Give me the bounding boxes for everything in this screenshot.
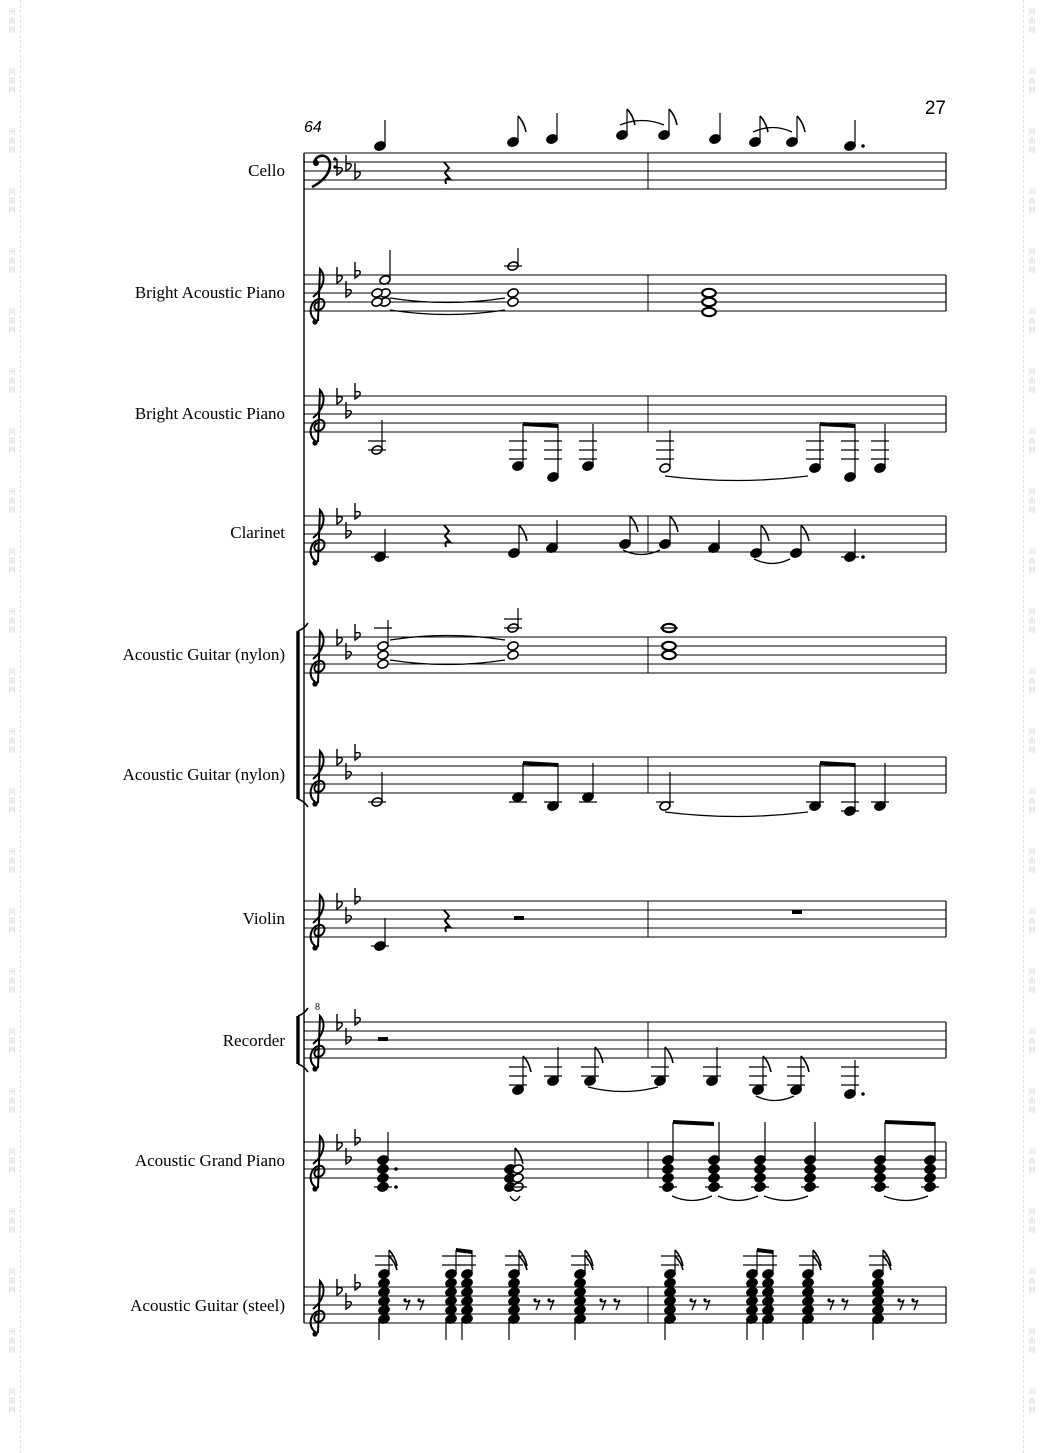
flat-icon [346, 522, 351, 538]
watermark-glyph: 河 曲 网 [8, 68, 16, 94]
treble-clef-icon [311, 631, 325, 683]
tie [756, 1096, 794, 1101]
notehead [844, 472, 856, 483]
notehead [582, 461, 594, 472]
watermark-glyph: 河 曲 网 [8, 1328, 16, 1354]
notehead [584, 1076, 596, 1087]
flat-icon [355, 1274, 360, 1290]
notehead [924, 1173, 936, 1184]
watermark-glyph: 河 曲 网 [8, 1028, 16, 1054]
notehead [664, 1269, 676, 1280]
augmentation-dot [861, 555, 865, 559]
notehead [659, 539, 671, 550]
notehead [750, 548, 762, 559]
rest-dot [841, 1298, 844, 1301]
watermark-glyph: 河 曲 网 [8, 428, 16, 454]
watermark-glyph: 河 曲 网 [1028, 428, 1036, 454]
flag [801, 525, 809, 541]
notehead [547, 472, 559, 483]
treble-clef-icon [311, 1281, 325, 1333]
rest-dot [911, 1298, 914, 1301]
flat-icon [337, 159, 342, 175]
treble-clef-icon [311, 1136, 325, 1188]
notehead [804, 1173, 816, 1184]
notehead [654, 1076, 666, 1087]
watermark-glyph: 河 曲 网 [1028, 908, 1036, 934]
tie [718, 1196, 758, 1201]
watermark-glyph: 河 曲 网 [1028, 608, 1036, 634]
rest-dot [827, 1298, 830, 1301]
watermark-glyph: 河 曲 网 [8, 1388, 16, 1414]
notehead [461, 1269, 473, 1280]
notehead [512, 461, 524, 472]
whole-note [702, 308, 716, 316]
whole-note [702, 289, 716, 297]
notehead [377, 1173, 389, 1184]
tie [753, 128, 792, 133]
watermark-glyph: 河 曲 网 [1028, 308, 1036, 334]
watermark-glyph: 河 曲 网 [8, 788, 16, 814]
notehead [790, 548, 802, 559]
notehead [872, 1269, 884, 1280]
flat-icon [355, 1009, 360, 1025]
notehead [809, 463, 821, 474]
whole-rest [792, 910, 802, 914]
whole-note [662, 642, 676, 650]
treble-clef-icon [311, 269, 325, 321]
flag [519, 525, 527, 541]
tie [764, 1196, 808, 1201]
notehead [874, 1164, 886, 1175]
notehead [377, 641, 389, 652]
notehead [754, 1155, 766, 1166]
instrument-label-bright-piano-2: Bright Acoustic Piano [134, 404, 285, 423]
treble-clef-icon [311, 1016, 325, 1068]
notehead [662, 1155, 674, 1166]
notehead [574, 1269, 586, 1280]
notehead [508, 1269, 520, 1280]
flat-icon [346, 402, 351, 418]
watermark-glyph: 河 曲 网 [1028, 728, 1036, 754]
watermark-glyph: 河 曲 网 [1028, 788, 1036, 814]
treble-clef-icon [312, 681, 317, 686]
bass-clef-icon [333, 165, 336, 168]
notehead [804, 1164, 816, 1175]
watermark-glyph: 河 曲 网 [1028, 668, 1036, 694]
flag [515, 1148, 523, 1164]
flat-icon [355, 262, 360, 278]
treble-clef-icon [312, 440, 317, 445]
notehead [790, 1085, 802, 1096]
notehead [377, 1164, 389, 1175]
watermark-glyph: 河 曲 网 [8, 968, 16, 994]
notehead [619, 539, 631, 550]
flag [630, 516, 638, 532]
treble-clef-icon [311, 510, 325, 562]
tie [665, 812, 808, 817]
rest-dot [547, 1298, 550, 1301]
quarter-rest [444, 525, 450, 547]
notehead [844, 1089, 856, 1100]
treble-clef-icon [312, 560, 317, 565]
instrument-label-violin: Violin [242, 909, 285, 928]
notehead [445, 1269, 457, 1280]
notehead [507, 641, 519, 652]
rest-dot [403, 1298, 406, 1301]
flag [669, 109, 677, 125]
instrument-label-bright-piano-1: Bright Acoustic Piano [134, 283, 285, 302]
watermark-glyph: 河 曲 网 [1028, 548, 1036, 574]
treble-clef-icon [312, 945, 317, 950]
watermark-glyph: 河 曲 网 [8, 248, 16, 274]
treble-clef-icon [312, 319, 317, 324]
notehead [616, 130, 628, 141]
rest-dot [689, 1298, 692, 1301]
watermark-glyph: 河 曲 网 [1028, 68, 1036, 94]
notehead [874, 1173, 886, 1184]
watermark-glyph: 河 曲 网 [8, 1088, 16, 1114]
beam [885, 1120, 935, 1126]
augmentation-dot [861, 144, 865, 148]
beam [673, 1120, 714, 1126]
notehead [377, 659, 389, 670]
notehead [507, 297, 519, 308]
flag [518, 116, 526, 132]
flat-icon [346, 1293, 351, 1309]
notehead [874, 463, 886, 474]
flag [670, 516, 678, 532]
watermark-glyph: 河 曲 网 [8, 1208, 16, 1234]
watermark-glyph: 河 曲 网 [8, 908, 16, 934]
instrument-label-recorder: Recorder [222, 1031, 285, 1050]
flat-icon [346, 281, 351, 297]
bass-clef-icon [313, 160, 319, 166]
watermark-glyph: 河 曲 网 [1028, 248, 1036, 274]
notehead [749, 137, 761, 148]
watermark-glyph: 河 曲 网 [8, 548, 16, 574]
rest-dot [417, 1298, 420, 1301]
half-rest [378, 1037, 388, 1041]
watermark-glyph: 河 曲 网 [8, 608, 16, 634]
tie [510, 1196, 520, 1201]
notehead [924, 1164, 936, 1175]
watermark-glyph: 河 曲 网 [8, 128, 16, 154]
watermark-glyph: 河 曲 网 [1028, 1028, 1036, 1054]
bass-clef-icon [333, 157, 336, 160]
notehead [754, 1173, 766, 1184]
flat-icon [346, 907, 351, 923]
flag [761, 525, 769, 541]
notehead [709, 134, 721, 145]
rest-dot [703, 1298, 706, 1301]
notehead [708, 1173, 720, 1184]
tie [754, 559, 790, 564]
tie [588, 1087, 658, 1092]
augmentation-dot [394, 1167, 398, 1171]
flat-icon [355, 503, 360, 519]
notehead [662, 1164, 674, 1175]
whole-note [702, 298, 716, 306]
flat-icon [346, 763, 351, 779]
watermark-glyph: 河 曲 网 [8, 308, 16, 334]
watermark-glyph: 河 曲 网 [1028, 1388, 1036, 1414]
flat-icon [346, 1148, 351, 1164]
watermark-glyph: 河 曲 网 [8, 188, 16, 214]
flat-icon [355, 744, 360, 760]
watermark-glyph: 河 曲 网 [1028, 1268, 1036, 1294]
instrument-label-cello: Cello [248, 161, 285, 180]
watermark-glyph: 河 曲 网 [8, 848, 16, 874]
augmentation-dot [861, 1092, 865, 1096]
quarter-rest [444, 162, 450, 184]
flag [797, 116, 805, 132]
flat-icon [355, 888, 360, 904]
notehead [746, 1269, 758, 1280]
watermark-glyph: 河 曲 网 [1028, 128, 1036, 154]
measure-number: 64 [304, 119, 322, 136]
flat-icon [355, 383, 360, 399]
watermark-glyph: 河 曲 网 [1028, 968, 1036, 994]
rest-dot [613, 1298, 616, 1301]
notehead [508, 548, 520, 559]
notehead [374, 141, 386, 152]
beam [456, 1248, 472, 1254]
watermark-glyph: 河 曲 网 [1028, 368, 1036, 394]
notehead [507, 137, 519, 148]
tie [884, 1196, 928, 1201]
notehead [546, 134, 558, 145]
rest-dot [599, 1298, 602, 1301]
instrument-label-grand-piano: Acoustic Grand Piano [134, 1151, 285, 1170]
rest-dot [533, 1298, 536, 1301]
watermark-glyph: 河 曲 网 [1028, 188, 1036, 214]
flat-icon [346, 155, 351, 171]
rest-dot [897, 1298, 900, 1301]
watermark-glyph: 河 曲 网 [1028, 848, 1036, 874]
augmentation-dot [394, 1185, 398, 1189]
treble-clef-icon [312, 1186, 317, 1191]
notehead [377, 1155, 389, 1166]
page-number: 27 [924, 98, 946, 119]
watermark-glyph: 河 曲 网 [8, 8, 16, 34]
watermark-glyph: 河 曲 网 [1028, 8, 1036, 34]
notehead [924, 1155, 936, 1166]
notehead [804, 1155, 816, 1166]
beam [757, 1248, 773, 1254]
notehead [802, 1269, 814, 1280]
notehead [786, 137, 798, 148]
notehead [762, 1269, 774, 1280]
tie [390, 636, 505, 641]
treble-clef-icon [311, 895, 325, 947]
instrument-label-guitar-nylon-2: Acoustic Guitar (nylon) [122, 765, 285, 784]
whole-note [662, 651, 676, 659]
notehead [752, 1085, 764, 1096]
watermark-glyph: 河 曲 网 [8, 488, 16, 514]
flat-icon [355, 1129, 360, 1145]
watermark-glyph: 河 曲 网 [8, 668, 16, 694]
instrument-label-guitar-nylon-1: Acoustic Guitar (nylon) [122, 645, 285, 664]
watermark-glyph: 河 曲 网 [8, 1148, 16, 1174]
treble-clef-icon [312, 801, 317, 806]
watermark-glyph: 河 曲 网 [1028, 1148, 1036, 1174]
instrument-label-guitar-steel: Acoustic Guitar (steel) [130, 1296, 285, 1315]
treble-clef-icon [311, 390, 325, 442]
flat-icon [355, 624, 360, 640]
instrument-label-clarinet: Clarinet [230, 523, 285, 542]
tie [665, 476, 808, 481]
notehead [708, 1155, 720, 1166]
notehead [754, 1164, 766, 1175]
notehead [662, 1173, 674, 1184]
notehead [377, 650, 389, 661]
half-rest [514, 916, 524, 920]
treble-clef-icon [312, 1066, 317, 1071]
notehead [512, 1085, 524, 1096]
watermark-glyph: 河 曲 网 [1028, 488, 1036, 514]
watermark-glyph: 河 曲 网 [8, 368, 16, 394]
flat-icon [346, 1028, 351, 1044]
quarter-rest [444, 910, 450, 932]
notehead [706, 1076, 718, 1087]
notehead [378, 1269, 390, 1280]
notehead [507, 288, 519, 299]
notehead [708, 1164, 720, 1175]
notehead [507, 650, 519, 661]
watermark-glyph: 河 曲 网 [8, 728, 16, 754]
ottava-mark: 8 [315, 1002, 320, 1013]
watermark-glyph: 河 曲 网 [8, 1268, 16, 1294]
tie [672, 1196, 712, 1201]
notehead [547, 1076, 559, 1087]
treble-clef-icon [312, 1331, 317, 1336]
notehead [658, 130, 670, 141]
treble-clef-icon [311, 751, 325, 803]
watermark-glyph: 河 曲 网 [1028, 1088, 1036, 1114]
notehead [844, 141, 856, 152]
watermark-glyph: 河 曲 网 [1028, 1208, 1036, 1234]
notehead [659, 463, 671, 474]
notehead [874, 1155, 886, 1166]
watermark-glyph: 河 曲 网 [1028, 1328, 1036, 1354]
flat-icon [346, 643, 351, 659]
